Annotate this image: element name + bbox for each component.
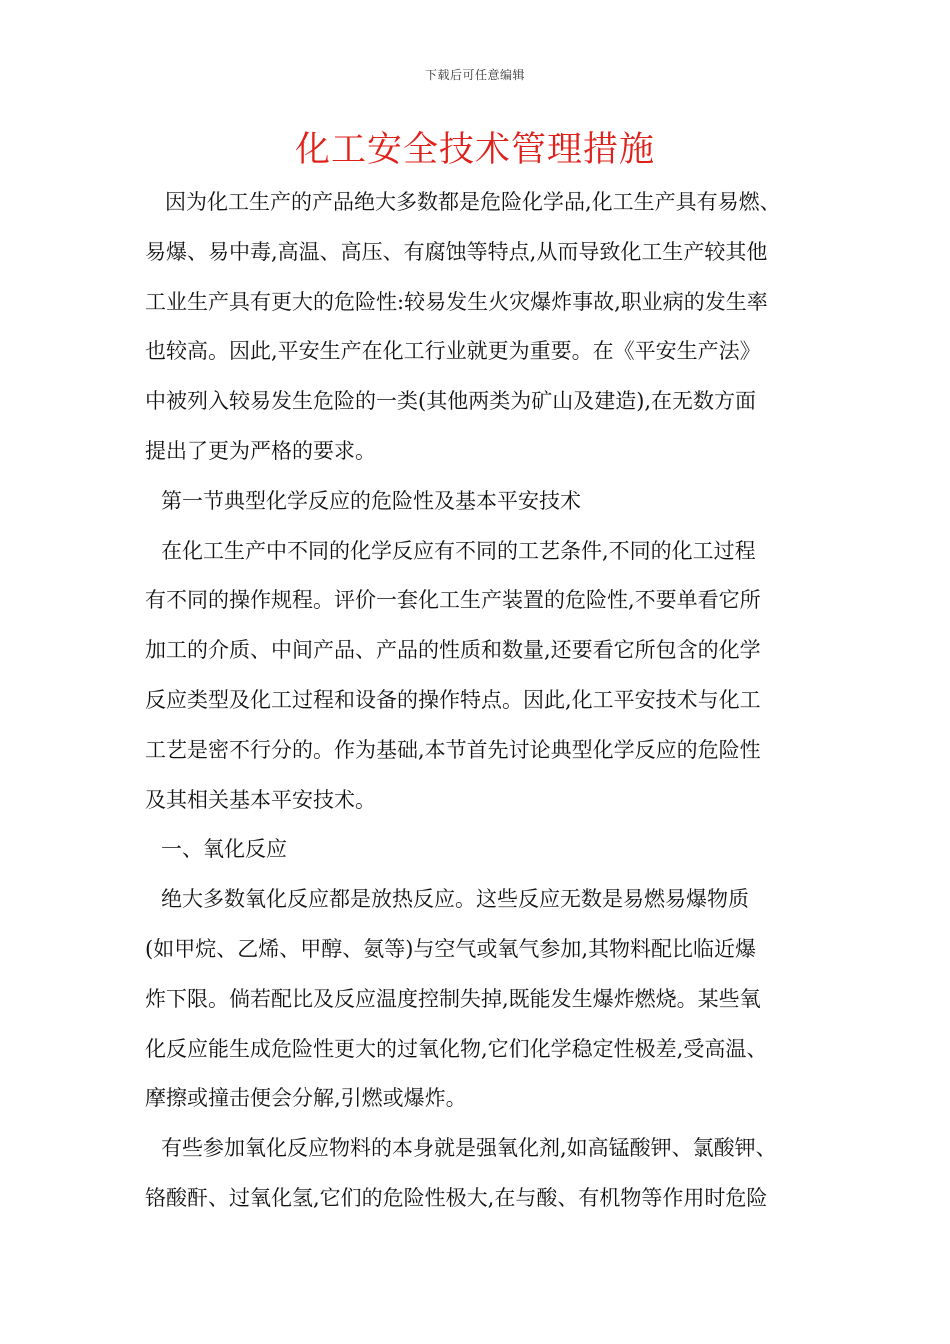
paragraph-line: 工艺是密不行分的。作为基础,本节首先讨论典型化学反应的危险性: [145, 737, 761, 762]
paragraph-line: 中被列入较易发生危险的一类(其他两类为矿山及建造),在无数方面: [145, 389, 757, 414]
paragraph-line: 有不同的操作规程。评价一套化工生产装置的危险性,不要单看它所: [145, 588, 761, 613]
paragraph-line: 化反应能生成危险性更大的过氧化物,它们化学稳定性极差,受高温、: [145, 1036, 768, 1061]
document-title: 化工安全技术管理措施: [294, 130, 655, 170]
paragraph-line: 摩擦或撞击便会分解,引燃或爆炸。: [145, 1086, 467, 1111]
paragraph-line: 也较高。因此,平安生产在化工行业就更为重要。在《平安生产法》: [145, 339, 761, 364]
paragraph-line: 因为化工生产的产品绝大多数都是危险化学品,化工生产具有易燃、: [165, 190, 781, 214]
subsection-heading: 一、氧化反应: [161, 837, 287, 862]
paragraph-line: 在化工生产中不同的化学反应有不同的工艺条件,不同的化工过程: [161, 538, 756, 563]
paragraph-line: 有些参加氧化反应物料的本身就是强氧化剂,如高锰酸钾、氯酸钾、: [161, 1136, 777, 1161]
paragraph-line: 铬酸酐、过氧化氢,它们的危险性极大,在与酸、有机物等作用时危险: [145, 1185, 768, 1210]
section-heading: 第一节典型化学反应的危险性及基本平安技术: [161, 488, 581, 513]
paragraph-line: 加工的介质、中间产品、产品的性质和数量,还要看它所包含的化学: [145, 638, 761, 663]
page-header-note: 下载后可任意编辑: [424, 68, 525, 82]
paragraph-line: 易爆、易中毒,高温、高压、有腐蚀等特点,从而导致化工生产较其他: [145, 239, 768, 264]
document-body: [145, 178, 825, 1224]
paragraph-line: (如甲烷、乙烯、甲醇、氨等)与空气或氧气参加,其物料配比临近爆: [145, 936, 757, 961]
paragraph-line: 反应类型及化工过程和设备的操作特点。因此,化工平安技术与化工: [145, 687, 761, 712]
paragraph-line: 工业生产具有更大的危险性:较易发生火灾爆炸事故,职业病的发生率: [145, 289, 768, 314]
paragraph-line: 及其相关基本平安技术。: [145, 787, 376, 812]
paragraph-line: 提出了更为严格的要求。: [145, 438, 376, 463]
paragraph-line: 炸下限。倘若配比及反应温度控制失掉,既能发生爆炸燃烧。某些氧: [145, 986, 761, 1011]
paragraph-line: 绝大多数氧化反应都是放热反应。这些反应无数是易燃易爆物质: [161, 887, 749, 912]
